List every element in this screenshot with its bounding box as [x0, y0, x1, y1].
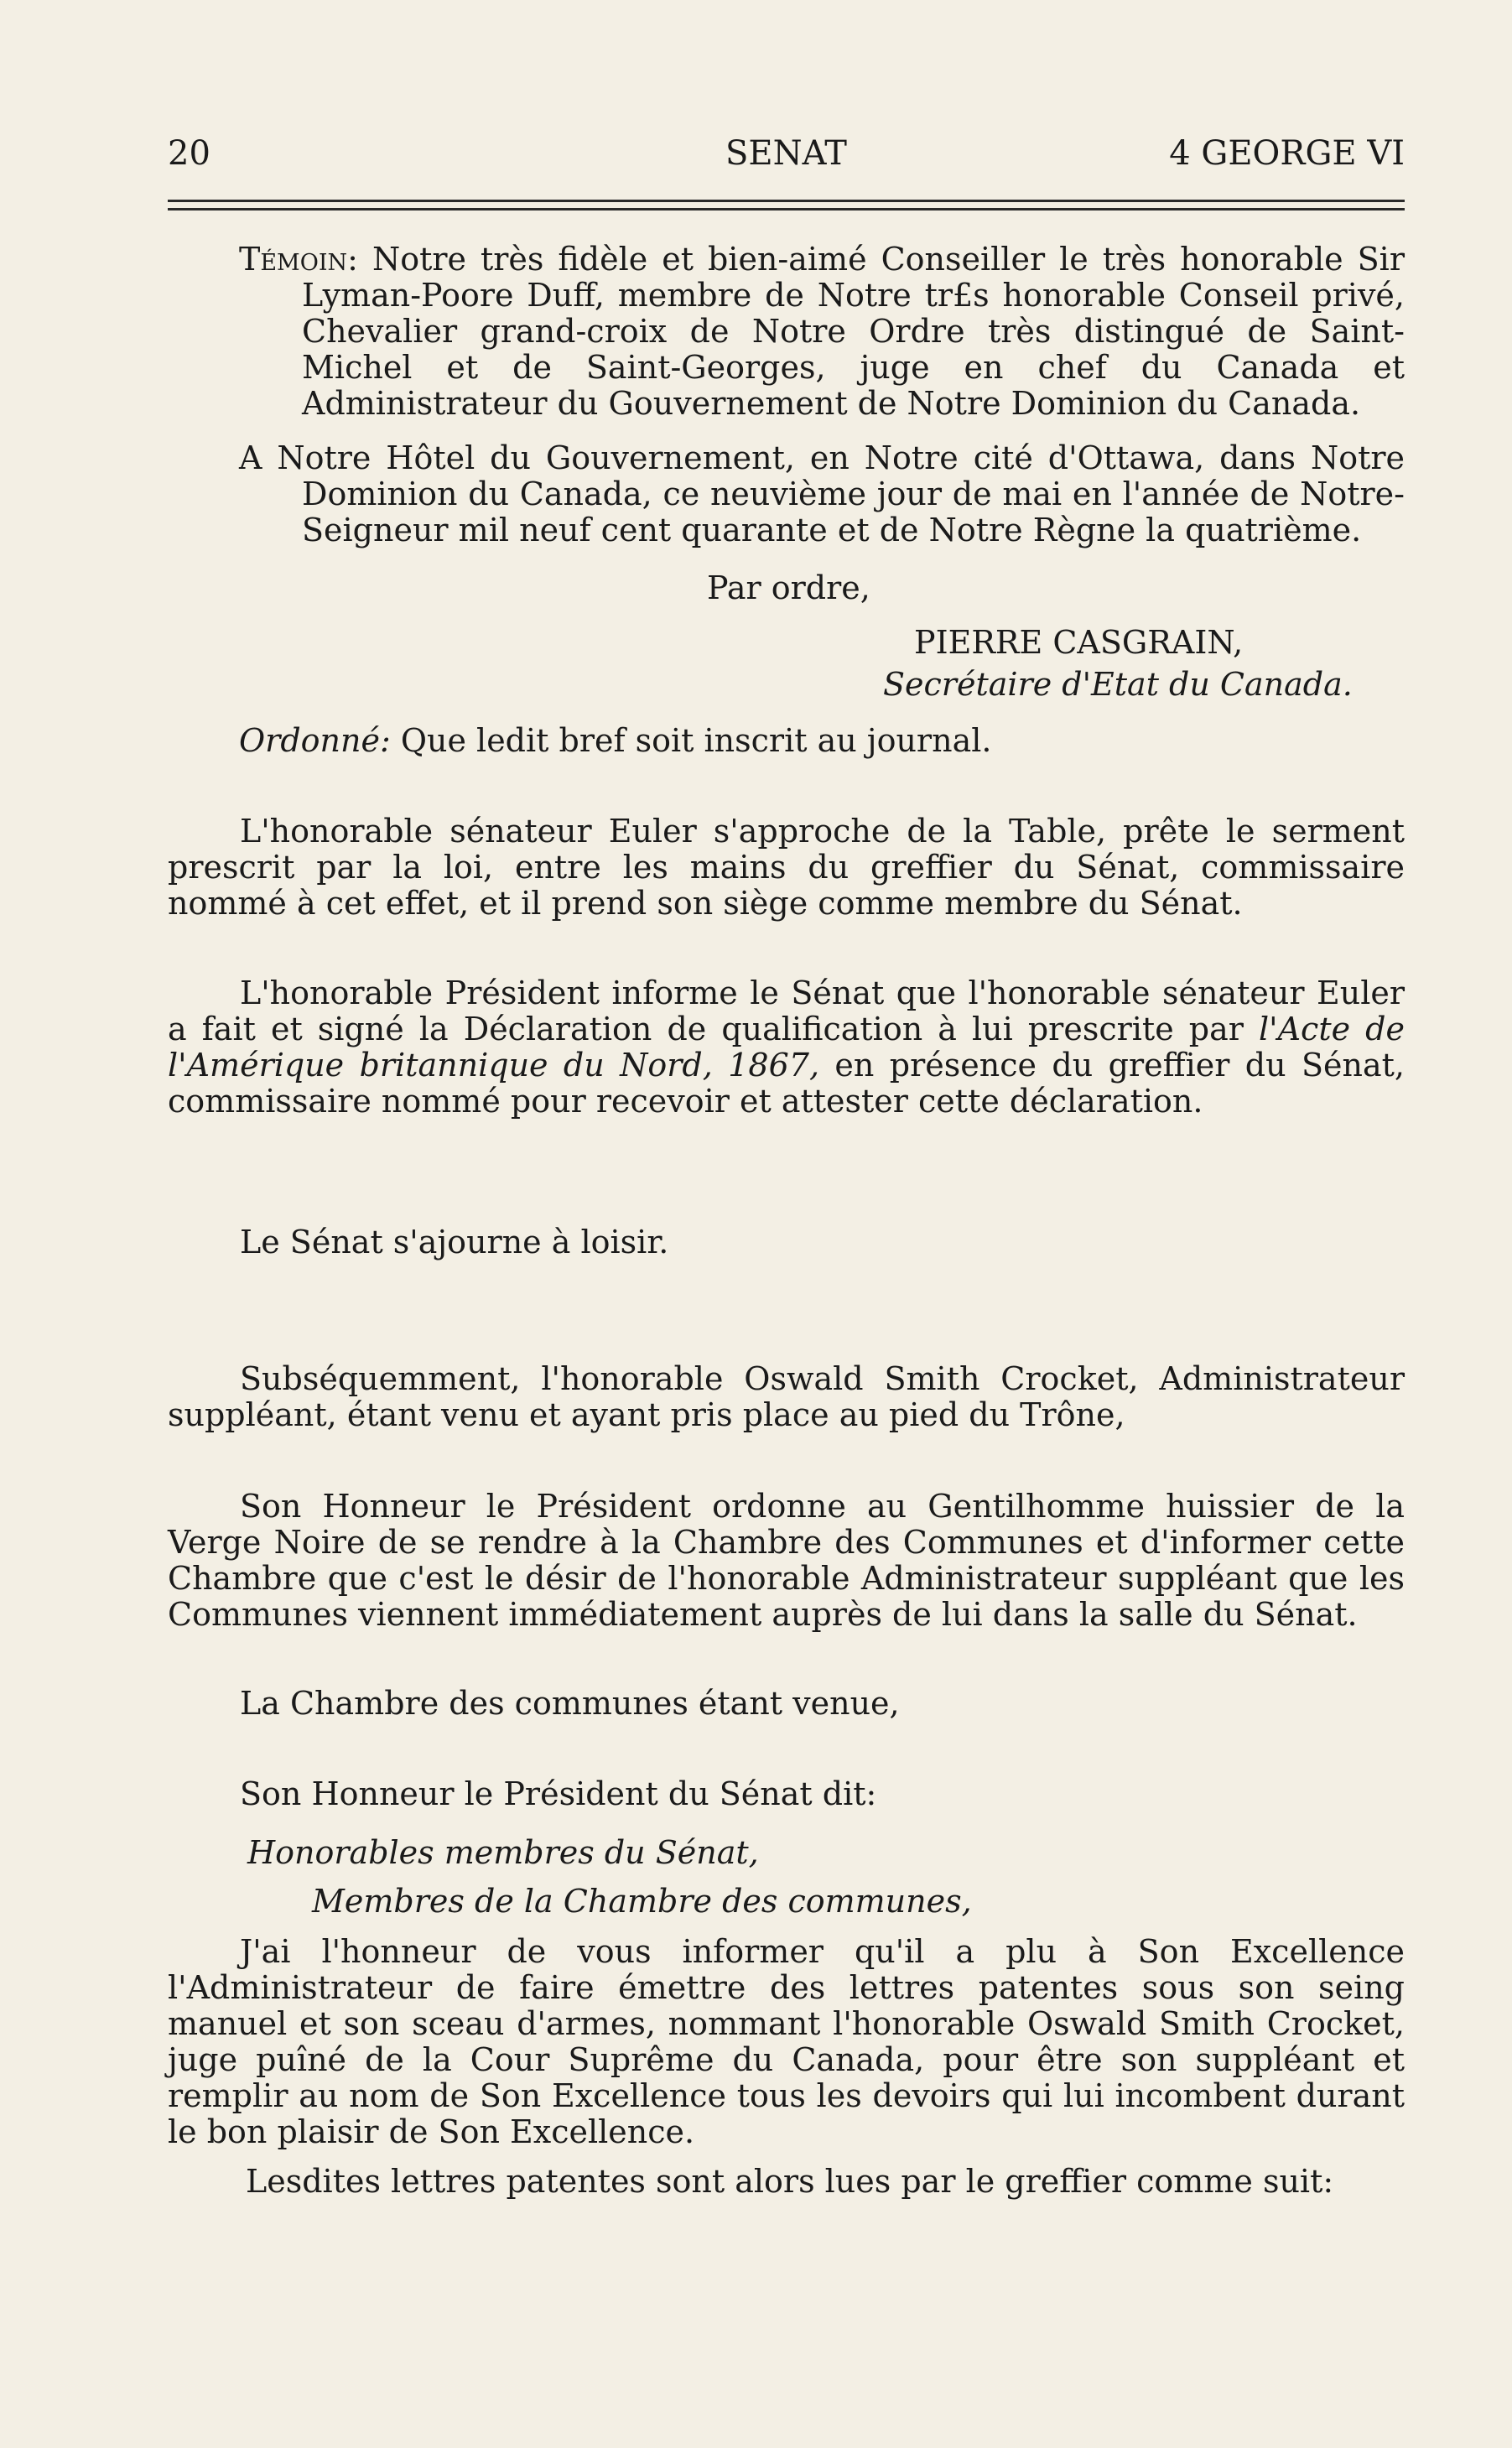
- ordonne-text: Que ledit bref soit inscrit au journal.: [390, 722, 992, 759]
- adjourn-line: Le Sénat s'ajourne à loisir.: [240, 1224, 669, 1260]
- hotel-paragraph: A Notre Hôtel du Gouvernement, en Notre cité d'Ottawa, dans Notre Dominion du Canada, ce neuvième jour de mai en l'année de Notre-Seigneur mil neuf cent quarante et de Notre Règne la quatrième.: [239, 439, 1405, 548]
- usher-order-paragraph: Son Honneur le Président ordonne au Gentilhomme huissier de la Verge Noire de se rendre à la Chambre des Communes et d'informer cette Chambre que c'est le désir de l'honorable Administrateur suppléant que les Communes viennent immédiatement auprès de lui dans la salle du Sénat.: [168, 1488, 1405, 1633]
- signature-title: Secrétaire d'Etat du Canada.: [883, 666, 1353, 703]
- temoin-paragraph: Témoin: Notre très fidèle et bien-aimé Conseiller le très honorable Sir Lyman-Poore Duff, membre de Notre tr£s honorable Conseil privé, Chevalier grand-croix de Notre Ordre très distingué de Saint-Michel et de Saint-Georges, juge en chef du Canada et Administrateur du Gouvernement de Notre Dominion du Canada.: [239, 241, 1405, 422]
- commons-came-line: La Chambre des communes étant venue,: [240, 1685, 900, 1722]
- speaker-says-line: Son Honneur le Président du Sénat dit:: [240, 1775, 877, 1812]
- honour-paragraph: J'ai l'honneur de vous informer qu'il a plu à Son Excellence l'Administrateur de faire émettre des lettres patentes sous son seing manuel et son sceau d'armes, nommant l'honorable Oswald Smith Crocket, juge puîné de la Cour Suprême du Canada, pour être son suppléant et remplir au nom de Son Excellence tous les devoirs qui lui incombent durant le bon plaisir de Son Excellence.: [168, 1933, 1405, 2150]
- salutation-commons: Membres de la Chambre des communes,: [312, 1883, 972, 1920]
- page-header: [168, 134, 1405, 176]
- letters-read-line: Lesdites lettres patentes sont alors lues par le greffier comme suit:: [246, 2163, 1334, 2200]
- declaration-paragraph: L'honorable Président informe le Sénat que l'honorable sénateur Euler a fait et signé la Déclaration de qualification à lui prescrite par l'Acte de l'Amérique britannique du Nord, 1867, en présence du greffier du Sénat, commissaire nommé pour recevoir et attester cette déclaration.: [168, 975, 1405, 1120]
- salutation-senate: Honorables membres du Sénat,: [247, 1834, 759, 1871]
- ordonne-label: Ordonné:: [239, 722, 391, 759]
- signature-name: PIERRE CASGRAIN,: [914, 624, 1244, 661]
- regnal-year: 4 GEORGE VI: [1169, 134, 1405, 173]
- header-rule-top: [168, 200, 1405, 202]
- par-ordre: Par ordre,: [707, 569, 870, 606]
- euler-oath-paragraph: L'honorable sénateur Euler s'approche de la Table, prête le serment prescrit par la loi, entre les mains du greffier du Sénat, commissaire nommé à cet effet, et il prend son siège comme membre du Sénat.: [168, 813, 1405, 922]
- page-number: 20: [168, 134, 210, 173]
- subsequently-paragraph: Subséquemment, l'honorable Oswald Smith Crocket, Administrateur suppléant, étant venu et ayant pris place au pied du Trône,: [168, 1360, 1405, 1433]
- temoin-label: Témoin: [239, 241, 348, 278]
- temoin-text: Notre très fidèle et bien-aimé Conseiller le très honorable Sir Lyman-Poore Duff, membre de Notre tr£s honorable Conseil privé, Chevalier grand-croix de Notre Ordre très distingué de Saint-Michel et de Saint-Georges, juge en chef du Canada et Administrateur du Gouvernement de Notre Dominion du Canada.: [302, 241, 1405, 422]
- header-rule-bottom: [168, 208, 1405, 210]
- ordonne-line: [239, 723, 991, 759]
- running-title: SENAT: [725, 134, 847, 173]
- act-title: l'Acte de l'Amérique britannique du Nord, 1867,: [168, 1011, 1405, 1084]
